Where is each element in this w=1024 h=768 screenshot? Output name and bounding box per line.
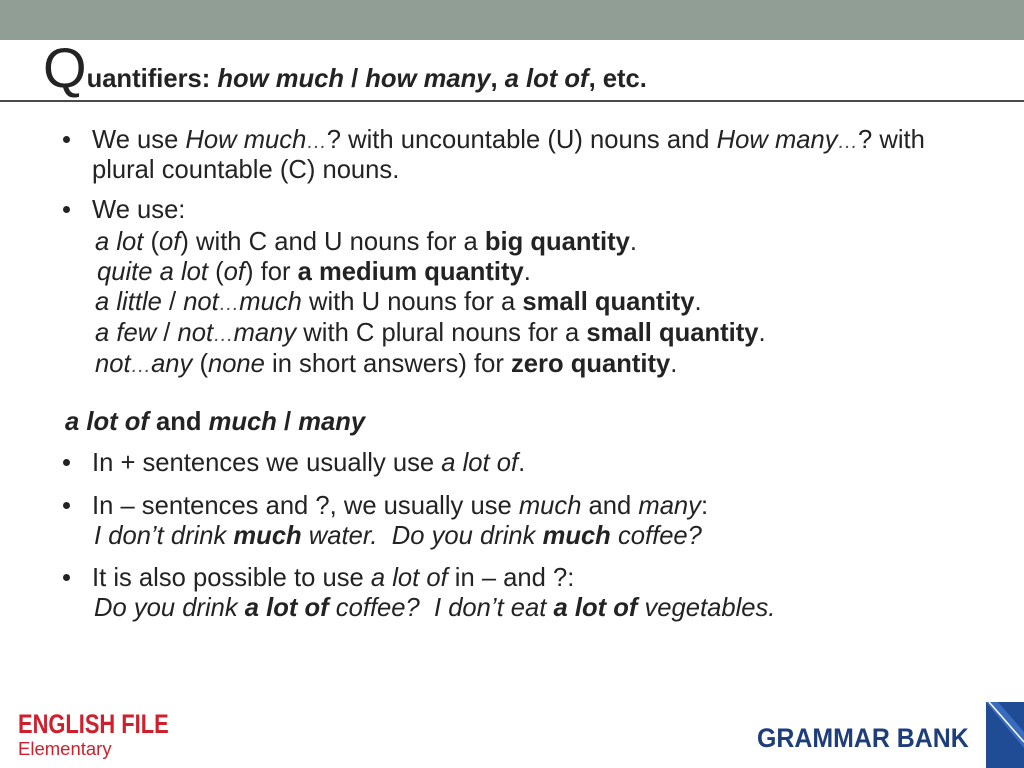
slide-title — [43, 36, 647, 99]
text-run: In + sentences we usually use — [92, 449, 442, 477]
text-run: ) for — [245, 258, 298, 286]
title-term: a lot of — [504, 65, 589, 93]
text-run: . — [523, 258, 531, 286]
title-underline — [0, 100, 1024, 102]
italic-term: much — [518, 492, 582, 520]
text-run: . — [670, 350, 678, 378]
italic-term: How many — [716, 126, 838, 154]
italic-term: many — [638, 492, 701, 520]
text-run: ) with C and U nouns for a — [180, 228, 485, 256]
text-run: ( — [192, 350, 208, 378]
usage-heading — [65, 407, 365, 437]
bold-term: big quantity — [484, 228, 630, 256]
bold-term: small quantity — [522, 288, 695, 316]
italic-term: a few — [95, 319, 157, 347]
bold-term: small quantity — [586, 319, 759, 347]
intro-bullet-2 — [63, 195, 185, 225]
italic-term: of — [159, 228, 181, 256]
section-label: GRAMMAR BANK — [757, 723, 969, 753]
ellipsis: … — [130, 354, 152, 377]
text-run: ? with uncountable (U) nouns and — [326, 126, 717, 154]
usage-bullet-positive — [63, 448, 525, 478]
text-run: / — [156, 319, 178, 347]
text-run: . — [694, 288, 702, 316]
text-run: We use: — [92, 196, 186, 224]
bullet-dot — [63, 136, 70, 143]
text-run: ? with — [858, 126, 925, 154]
bold-term: a medium quantity — [297, 258, 524, 286]
bold-italic-term: many — [298, 408, 366, 436]
title-text: uantifiers: — [86, 65, 218, 93]
quantity-rule-small-countable — [95, 318, 766, 348]
ellipsis: … — [213, 323, 234, 346]
bold-term: zero quantity — [510, 350, 671, 378]
text-run: with C plural nouns for a — [296, 319, 587, 347]
text-run: : — [700, 492, 709, 520]
italic-term: many — [233, 319, 297, 347]
title-term: how much — [217, 65, 344, 93]
text-run: ( — [143, 228, 160, 256]
text-run: . — [518, 449, 526, 477]
corner-tab-graphic — [986, 702, 1024, 768]
ellipsis: … — [306, 130, 327, 153]
title-text: , etc. — [588, 65, 647, 93]
heading-text: / — [276, 408, 299, 436]
bold-italic-term: much — [542, 522, 611, 550]
italic-term: quite a lot — [97, 258, 208, 286]
quantity-rule-medium — [97, 257, 531, 287]
example-sentence-text: water. Do you drink — [301, 522, 543, 550]
title-term: how many — [365, 65, 491, 93]
text-run: and — [581, 492, 639, 520]
example-sentences-much — [94, 521, 702, 551]
italic-term: of — [223, 258, 245, 286]
bold-italic-term: a lot of — [65, 408, 149, 436]
italic-term: How much — [185, 126, 307, 154]
text-run: . — [629, 228, 637, 256]
quantity-rule-small-uncountable — [95, 287, 702, 317]
italic-term: much — [239, 288, 302, 316]
bullet-dot — [63, 502, 70, 509]
text-run: . — [758, 319, 766, 347]
italic-term: a little — [95, 288, 162, 316]
bold-italic-term: a lot of — [244, 594, 329, 622]
ellipsis: … — [218, 292, 240, 315]
text-run: in – and ?: — [447, 564, 575, 592]
bold-italic-term: much — [208, 408, 277, 436]
text-run: plural countable (C) nouns. — [92, 156, 400, 184]
italic-term: any — [151, 350, 193, 378]
title-text: , — [490, 65, 505, 93]
title-initial: Q — [43, 36, 87, 99]
example-sentences-a-lot-of — [94, 593, 775, 623]
text-run: in short answers) for — [264, 350, 511, 378]
text-run: with U nouns for a — [301, 288, 523, 316]
example-sentence-text: coffee? — [610, 522, 702, 550]
text-run: We use — [92, 126, 186, 154]
quantity-rule-zero — [95, 349, 677, 379]
bold-italic-term: a lot of — [553, 594, 638, 622]
heading-text: and — [148, 408, 209, 436]
example-sentence-text: Do you drink — [94, 594, 245, 622]
text-run: / — [161, 288, 184, 316]
series-logo: ENGLISH FILE — [18, 709, 169, 739]
italic-term: not — [183, 288, 219, 316]
italic-term: not — [95, 350, 131, 378]
bullet-dot — [63, 574, 70, 581]
example-sentence-text: coffee? I don’t eat — [328, 594, 554, 622]
quantity-rule-big — [95, 227, 637, 257]
usage-bullet-negative-question — [63, 491, 708, 521]
header-band — [0, 0, 1024, 40]
text-run: It is also possible to use — [92, 564, 371, 592]
italic-term: a lot of — [441, 449, 519, 477]
bold-italic-term: much — [233, 522, 302, 550]
title-text: / — [343, 65, 366, 93]
ellipsis: … — [837, 130, 859, 153]
italic-term: none — [207, 350, 265, 378]
text-run: In – sentences and ?, we usually use — [92, 492, 519, 520]
italic-term: a lot — [95, 228, 144, 256]
intro-bullet-1 — [63, 125, 925, 155]
text-run: ( — [208, 258, 224, 286]
italic-term: a lot of — [370, 564, 448, 592]
example-sentence-text: vegetables. — [637, 594, 776, 622]
usage-bullet-alternative — [63, 563, 574, 593]
bullet-dot — [63, 459, 70, 466]
example-sentence-text: I don’t drink — [94, 522, 234, 550]
bullet-dot — [63, 206, 70, 213]
italic-term: not — [177, 319, 214, 347]
intro-bullet-1-continuation — [92, 155, 399, 185]
level-label: Elementary — [18, 738, 112, 759]
